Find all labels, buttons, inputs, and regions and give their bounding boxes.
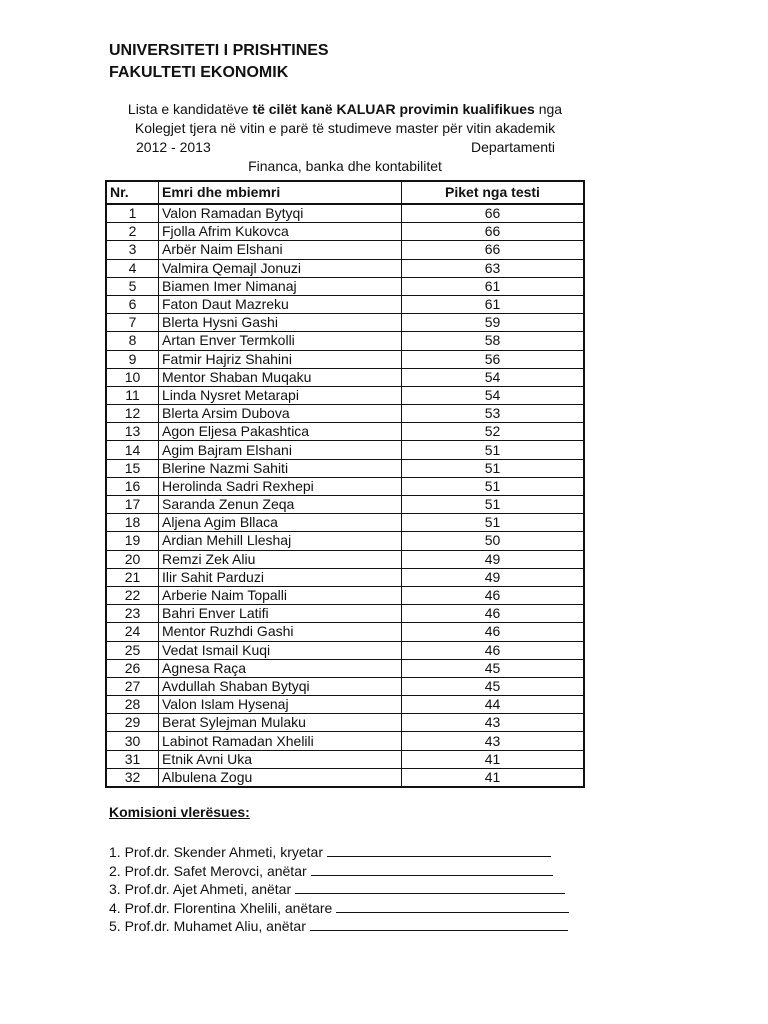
row-number: 21 (106, 568, 159, 586)
row-number: 30 (106, 732, 159, 750)
committee-member (109, 917, 569, 936)
table-row (106, 586, 584, 604)
table-row (106, 568, 584, 586)
row-number: 29 (106, 714, 159, 732)
table-row (106, 368, 584, 386)
candidate-name: Arberie Naim Topalli (159, 586, 402, 604)
candidate-points: 49 (402, 568, 585, 586)
table-row (106, 732, 584, 750)
candidate-points: 52 (402, 423, 585, 441)
candidate-points: 46 (402, 605, 585, 623)
candidate-name: Blerta Arsim Dubova (159, 405, 402, 423)
member-name: 1. Prof.dr. Skender Ahmeti, kryetar (109, 844, 323, 860)
candidate-points: 63 (402, 259, 585, 277)
candidate-points: 49 (402, 550, 585, 568)
candidate-points: 66 (402, 223, 585, 241)
row-number: 25 (106, 641, 159, 659)
row-number: 24 (106, 623, 159, 641)
intro-line-1 (98, 100, 592, 119)
table-row (106, 550, 584, 568)
table-row (106, 641, 584, 659)
member-name: 3. Prof.dr. Ajet Ahmeti, anëtar (109, 881, 292, 898)
candidate-points: 45 (402, 677, 585, 695)
candidate-name: Avdullah Shaban Bytyqi (159, 677, 402, 695)
signature-line (310, 918, 568, 931)
candidate-name: Arbër Naim Elshani (159, 241, 402, 259)
table-row (106, 204, 584, 223)
row-number: 26 (106, 659, 159, 677)
academic-year: 2012 - 2013 (136, 139, 211, 155)
row-number: 3 (106, 241, 159, 259)
candidate-points: 61 (402, 295, 585, 313)
candidate-points: 51 (402, 459, 585, 477)
table-row (106, 332, 584, 350)
table-header-row (106, 181, 584, 204)
header-name: Emri dhe mbiemri (159, 181, 402, 204)
candidates-table (105, 180, 585, 788)
candidate-points: 43 (402, 714, 585, 732)
candidate-points: 56 (402, 350, 585, 368)
committee-member (109, 862, 569, 881)
row-number: 12 (106, 405, 159, 423)
faculty-name: FAKULTETI EKONOMIK (109, 64, 289, 81)
candidate-points: 51 (402, 514, 585, 532)
candidate-name: Valon Ramadan Bytyqi (159, 204, 402, 223)
candidate-points: 53 (402, 405, 585, 423)
candidate-name: Albulena Zogu (159, 768, 402, 787)
candidate-name: Herolinda Sadri Rexhepi (159, 477, 402, 495)
candidate-points: 45 (402, 659, 585, 677)
candidate-name: Agnesa Raça (159, 659, 402, 677)
row-number: 5 (106, 277, 159, 295)
row-number: 11 (106, 386, 159, 404)
row-number: 17 (106, 496, 159, 514)
candidate-name: Mentor Ruzhdi Gashi (159, 623, 402, 641)
candidate-name: Remzi Zek Aliu (159, 550, 402, 568)
candidate-points: 66 (402, 241, 585, 259)
candidate-points: 46 (402, 641, 585, 659)
intro-line-2: Kolegjet tjera në vitin e parë të studimeve master për vitin akademik (134, 120, 556, 136)
row-number: 9 (106, 350, 159, 368)
candidate-points: 51 (402, 441, 585, 459)
candidate-name: Blerine Nazmi Sahiti (159, 459, 402, 477)
row-number: 4 (106, 259, 159, 277)
header-nr: Nr. (106, 181, 159, 204)
candidate-points: 54 (402, 386, 585, 404)
table-row (106, 223, 584, 241)
row-number: 13 (106, 423, 159, 441)
candidate-name: Fatmir Hajriz Shahini (159, 350, 402, 368)
table-row (106, 605, 584, 623)
table-row (106, 696, 584, 714)
department-name: Financa, banka dhe kontabilitet (248, 158, 442, 174)
row-number: 23 (106, 605, 159, 623)
intro-line-1-end: nga (534, 101, 563, 117)
candidate-points: 54 (402, 368, 585, 386)
row-number: 15 (106, 459, 159, 477)
candidate-name: Mentor Shaban Muqaku (159, 368, 402, 386)
table-row (106, 532, 584, 550)
row-number: 19 (106, 532, 159, 550)
table-row (106, 423, 584, 441)
row-number: 18 (106, 514, 159, 532)
table-row (106, 623, 584, 641)
intro-text (98, 100, 592, 176)
table-row (106, 405, 584, 423)
candidate-points: 50 (402, 532, 585, 550)
signature-line (311, 863, 553, 876)
candidate-name: Agim Bajram Elshani (159, 441, 402, 459)
candidate-name: Valmira Qemajl Jonuzi (159, 259, 402, 277)
signature-line (295, 881, 565, 894)
row-number: 32 (106, 768, 159, 787)
candidate-points: 41 (402, 750, 585, 768)
candidate-name: Fjolla Afrim Kukovca (159, 223, 402, 241)
candidate-name: Saranda Zenun Zeqa (159, 496, 402, 514)
department-label: Departamenti (470, 139, 555, 155)
candidate-name: Valon Islam Hysenaj (159, 696, 402, 714)
intro-line-3 (98, 138, 592, 157)
document-header (109, 40, 329, 84)
table-row (106, 677, 584, 695)
table-row (106, 350, 584, 368)
candidate-name: Artan Enver Termkolli (159, 332, 402, 350)
candidate-name: Vedat Ismail Kuqi (159, 641, 402, 659)
table-row (106, 259, 584, 277)
table-row (106, 314, 584, 332)
table-row (106, 441, 584, 459)
committee-member (109, 880, 569, 899)
table-body (106, 204, 584, 787)
candidate-name: Bahri Enver Latifi (159, 605, 402, 623)
candidate-points: 43 (402, 732, 585, 750)
committee-member (109, 899, 569, 918)
table-row (106, 459, 584, 477)
candidate-points: 59 (402, 314, 585, 332)
table-row (106, 277, 584, 295)
table-row (106, 768, 584, 787)
table-row (106, 241, 584, 259)
committee-member (109, 843, 569, 862)
table-row (106, 496, 584, 514)
candidate-points: 66 (402, 204, 585, 223)
candidate-points: 58 (402, 332, 585, 350)
row-number: 28 (106, 696, 159, 714)
row-number: 7 (106, 314, 159, 332)
intro-line-1-bold: të cilët kanë KALUAR provimin kualifikues (252, 101, 535, 117)
table-row (106, 386, 584, 404)
member-name: 2. Prof.dr. Safet Merovci, anëtar (109, 862, 307, 879)
table-row (106, 659, 584, 677)
committee-list (109, 843, 569, 936)
candidate-points: 44 (402, 696, 585, 714)
candidate-points: 51 (402, 477, 585, 495)
member-name: 4. Prof.dr. Florentina Xhelili, anëtare (109, 899, 333, 916)
candidate-points: 46 (402, 623, 585, 641)
committee-title: Komisioni vlerësues: (109, 804, 250, 820)
table-row (106, 477, 584, 495)
candidate-name: Biamen Imer Nimanaj (159, 277, 402, 295)
row-number: 22 (106, 586, 159, 604)
row-number: 31 (106, 750, 159, 768)
intro-line-1-start: Lista e kandidatëve (127, 101, 253, 117)
candidate-name: Etnik Avni Uka (159, 750, 402, 768)
row-number: 10 (106, 368, 159, 386)
candidate-name: Labinot Ramadan Xhelili (159, 732, 402, 750)
candidate-name: Ilir Sahit Parduzi (159, 568, 402, 586)
candidate-points: 41 (402, 768, 585, 787)
row-number: 14 (106, 441, 159, 459)
row-number: 16 (106, 477, 159, 495)
row-number: 1 (106, 204, 159, 223)
candidate-name: Faton Daut Mazreku (159, 295, 402, 313)
signature-line (327, 844, 551, 857)
header-points: Piket nga testi (402, 181, 585, 204)
table-row (106, 750, 584, 768)
signature-line (336, 900, 569, 913)
row-number: 6 (106, 295, 159, 313)
candidate-points: 61 (402, 277, 585, 295)
row-number: 27 (106, 677, 159, 695)
member-name: 5. Prof.dr. Muhamet Aliu, anëtar (109, 918, 306, 935)
candidate-name: Aljena Agim Bllaca (159, 514, 402, 532)
table-row (106, 295, 584, 313)
university-name: UNIVERSITETI I PRISHTINES (109, 42, 329, 59)
candidate-name: Blerta Hysni Gashi (159, 314, 402, 332)
candidate-name: Berat Sylejman Mulaku (159, 714, 402, 732)
table-row (106, 514, 584, 532)
candidate-points: 51 (402, 496, 585, 514)
candidate-name: Ardian Mehill Lleshaj (159, 532, 402, 550)
row-number: 8 (106, 332, 159, 350)
table-row (106, 714, 584, 732)
candidate-name: Linda Nysret Metarapi (159, 386, 402, 404)
candidate-name: Agon Eljesa Pakashtica (159, 423, 402, 441)
row-number: 20 (106, 550, 159, 568)
row-number: 2 (106, 223, 159, 241)
candidate-points: 46 (402, 586, 585, 604)
